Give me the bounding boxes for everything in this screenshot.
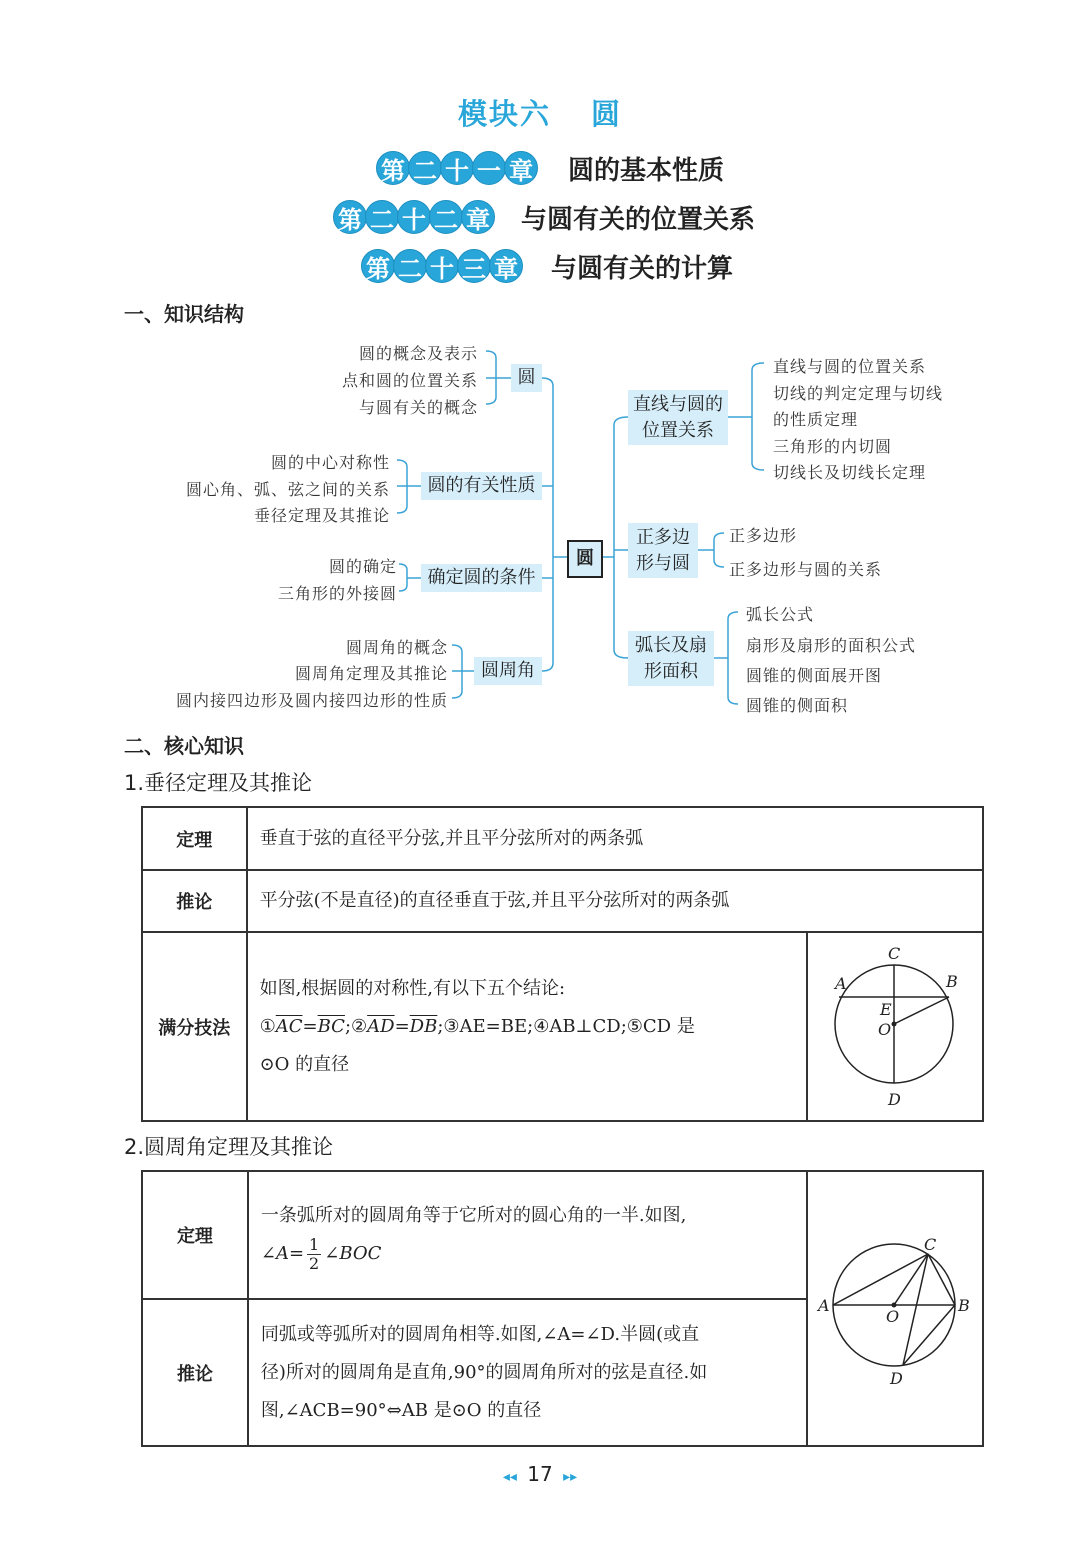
tip-text (247, 932, 807, 1121)
tip-line: $①\overline{AC}=\overline{BC};②\overline{AD}=\overline{DB};③AE=BE;④AB\perp CD;⑤CD$ 是 (259, 1015, 695, 1037)
tree-leaf: 弧长公式 (746, 605, 815, 624)
chapter-name: 与圆有关的位置关系 (521, 204, 756, 235)
tree-leaf: 圆周角定理及其推论 (294, 664, 448, 683)
label-D: D (889, 1369, 903, 1388)
tree-leaf: 的性质定理 (773, 410, 859, 429)
tree-center-node: 圆 (567, 540, 603, 578)
module-name: 圆 (591, 97, 623, 131)
chapter-badge: 第 二 十 一 章 (376, 151, 536, 185)
chord-diagram (808, 933, 982, 1115)
theorem-text (248, 1171, 807, 1299)
tree-leaf: 垂径定理及其推论 (253, 506, 390, 525)
corollary-line: 同弧或等弧所对的圆周角相等.如图,∠A=∠D.半圆(或直 (260, 1323, 700, 1345)
theorem-line: ∠A= $\frac{1}{2}$ ∠BOC (260, 1234, 382, 1273)
chapter-badge: 第 二 十 三 章 (361, 249, 521, 283)
tree-node-circle: 圆 (511, 364, 542, 392)
tip-line: 如图,根据圆的对称性,有以下五个结论: (259, 977, 566, 999)
tree-leaf: 三角形的内切圆 (773, 437, 893, 456)
row-text: 垂直于弦的直径平分弦,并且平分弦所对的两条弧 (247, 807, 983, 870)
row-label: 定理 (142, 807, 247, 870)
label-B: B (945, 972, 958, 991)
prev-arrow-icon: ◂◂ (502, 1469, 517, 1485)
tree-leaf: 切线的判定定理与切线 (773, 384, 944, 403)
tree-node-inscribed-angle: 圆周角 (474, 657, 542, 685)
topic2-title: 2.圆周角定理及其推论 (124, 1135, 334, 1159)
tree-leaf: 圆锥的侧面展开图 (746, 666, 883, 685)
label-D: D (887, 1090, 901, 1109)
tree-leaf: 圆内接四边形及圆内接四边形的性质 (175, 691, 448, 710)
tree-leaf: 圆的中心对称性 (270, 453, 390, 472)
theorem-line: 一条弧所对的圆周角等于它所对的圆心角的一半.如图, (260, 1205, 687, 1227)
label-B: B (957, 1296, 970, 1315)
tree-node-polygon: 正多边 形与圆 (628, 523, 698, 578)
chapter-name: 与圆有关的计算 (551, 253, 734, 284)
page-footer (0, 1462, 1080, 1486)
tree-leaf: 正多边形 (729, 526, 798, 545)
topic1-title: 1.垂径定理及其推论 (124, 771, 313, 795)
module-prefix: 模块六 (457, 97, 551, 131)
inscribed-angle-diagram (808, 1172, 982, 1440)
tree-leaf: 点和圆的位置关系 (341, 371, 478, 390)
tree-leaf: 直线与圆的位置关系 (773, 357, 927, 376)
section-heading-structure: 一、知识结构 (124, 302, 244, 326)
figure-cell (807, 1171, 983, 1446)
topic1-table (141, 806, 984, 1122)
next-arrow-icon: ▸▸ (563, 1469, 578, 1485)
corollary-text (248, 1299, 807, 1446)
tree-leaf: 切线长及切线长定理 (773, 463, 927, 482)
tree-leaf: 扇形及扇形的面积公式 (746, 636, 917, 655)
label-C: C (887, 944, 901, 963)
tip-line: ⊙O 的直径 (259, 1053, 350, 1075)
label-C: C (923, 1235, 937, 1254)
tree-node-determine: 确定圆的条件 (421, 564, 542, 592)
tree-leaf: 正多边形与圆的关系 (729, 560, 883, 579)
tree-node-line-circle: 直线与圆的 位置关系 (628, 390, 728, 445)
tree-leaf: 与圆有关的概念 (358, 398, 478, 417)
tree-leaf: 圆锥的侧面积 (746, 696, 849, 715)
figure-cell (807, 932, 983, 1121)
chapter-badge: 第 二 十 二 章 (333, 200, 493, 234)
corollary-line: 图,∠ACB=90°⇔AB 是⊙O 的直径 (260, 1399, 542, 1421)
tree-leaf: 圆的确定 (328, 557, 397, 576)
label-O: O (877, 1020, 892, 1039)
page-number: 17 (527, 1462, 553, 1486)
tree-node-properties: 圆的有关性质 (421, 472, 542, 500)
tree-leaf: 圆周角的概念 (345, 638, 448, 657)
tree-leaf: 三角形的外接圆 (277, 584, 397, 603)
label-A: A (817, 1296, 830, 1315)
label-E: E (879, 1000, 892, 1019)
row-label: 推论 (142, 1299, 248, 1446)
section-heading-core: 二、核心知识 (124, 734, 244, 758)
label-A: A (834, 974, 847, 993)
corollary-line: 径)所对的圆周角是直角,90°的圆周角所对的弦是直径.如 (260, 1361, 708, 1383)
row-label: 满分技法 (142, 932, 247, 1121)
tree-leaf: 圆的概念及表示 (358, 344, 478, 363)
row-label: 定理 (142, 1171, 248, 1299)
chapter-name: 圆的基本性质 (568, 155, 725, 186)
topic2-table (141, 1170, 984, 1447)
row-label: 推论 (142, 870, 247, 932)
tree-leaf: 圆心角、弧、弦之间的关系 (185, 480, 390, 499)
tree-node-arc-length: 弧长及扇 形面积 (628, 631, 714, 686)
row-text: 平分弦(不是直径)的直径垂直于弦,并且平分弦所对的两条弧 (247, 870, 983, 932)
label-O: O (885, 1307, 900, 1326)
